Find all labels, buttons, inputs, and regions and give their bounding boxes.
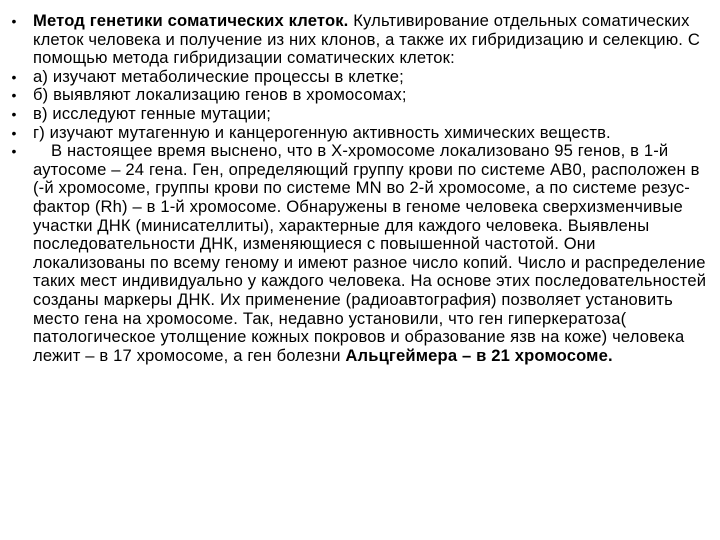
- item-text: б) выявляют локализацию генов в хромосомах;: [33, 85, 407, 105]
- item-text: г) изучают мутагенную и канцерогенную активность химических веществ.: [33, 122, 611, 142]
- method-title: Метод генетики соматических клеток.: [33, 11, 349, 30]
- bullet-list: [0, 12, 720, 365]
- item-bold-tail: Альцгеймера – в 21 хромосоме.: [345, 345, 613, 365]
- item-text: а) изучают метаболические процессы в клетке;: [33, 66, 404, 86]
- list-item: [0, 124, 720, 143]
- item-text: В настоящее время выснено, что в Х-хромосоме локализовано 95 генов, в 1-й аутосоме – 24 гена. Ген, определяющий группу крови по системе АВ0, расположен в (-й хромосоме, группы крови по системе MN во 2-й хромосоме, а по системе резус-фактор (Rh) – в 1-й хромосоме. Обнаружены в геноме человека сверхизменчивые участки ДНК (минисателлиты), характерные для каждого человека. Выявлены последовательности ДНК, изменяющиеся с повышенной частотой. Они локализованы по всему геному и имеют разное число копий. Число и распределение таких мест индивидуально у каждого человека. На основе этих последовательностей созданы маркеры ДНК. Их применение (радиоавтография) позволяет установить место гена на хромосоме. Так, недавно установили, что ген гиперкератоза( патологическое утолщение кожных покровов и образование язв на коже) человека лежит – в 17 хромосоме, а ген болезни: [33, 141, 707, 365]
- bullet-icon: •: [11, 143, 17, 160]
- bullet-icon: •: [11, 68, 17, 85]
- list-item: [0, 12, 720, 68]
- bullet-icon: •: [11, 105, 17, 122]
- list-item: [0, 105, 720, 124]
- bullet-icon: •: [11, 124, 17, 141]
- bullet-icon: •: [11, 87, 17, 104]
- list-item: [0, 142, 720, 365]
- bullet-icon: •: [11, 13, 17, 29]
- method-description: Культивирование отдельных соматических клеток человека и получение из них клонов, а также их гибридизацию и селекцию. С помощью метода гибридизации соматических клеток:: [33, 11, 700, 68]
- item-text: в) исследуют генные мутации;: [33, 103, 272, 123]
- list-item: [0, 68, 720, 87]
- list-item: [0, 86, 720, 105]
